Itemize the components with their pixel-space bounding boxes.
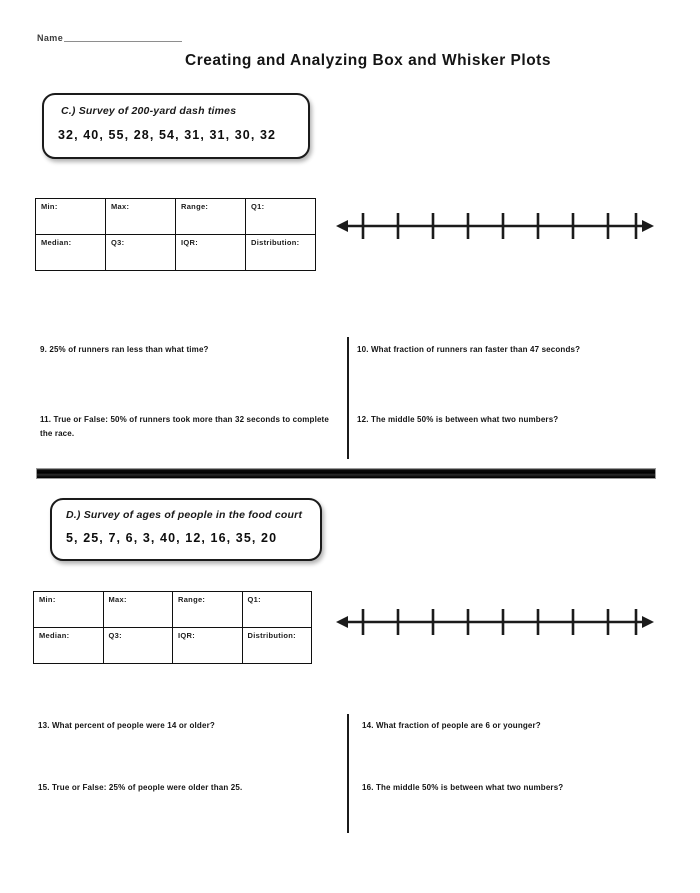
data-callout-c (42, 93, 310, 159)
cell-iqr[interactable]: IQR: (173, 628, 243, 664)
question-10-number: 10. (357, 345, 371, 354)
question-11-text: True or False: 50% of runners took more than 32 seconds to complete the race. (40, 415, 329, 438)
section-separator-bar (36, 468, 656, 479)
cell-median[interactable]: Median: (34, 628, 104, 664)
question-15 (38, 781, 338, 795)
name-blank-line[interactable] (64, 41, 182, 42)
question-column-divider-top (347, 337, 349, 459)
name-label: Name (37, 33, 64, 43)
question-13-text: What percent of people were 14 or older? (51, 721, 215, 730)
callout-values-d: 5, 25, 7, 6, 3, 40, 12, 16, 35, 20 (66, 531, 278, 545)
table-row (34, 592, 312, 628)
question-9 (40, 343, 325, 357)
name-field-row (37, 34, 182, 43)
cell-max[interactable]: Max: (103, 592, 173, 628)
cell-q3[interactable]: Q3: (106, 235, 176, 271)
number-line-svg (336, 204, 654, 248)
cell-q3[interactable]: Q3: (103, 628, 173, 664)
arrow-right-icon (642, 220, 654, 232)
question-11-number: 11. (40, 415, 54, 424)
question-16-number: 16. (362, 783, 376, 792)
question-14-number: 14. (362, 721, 376, 730)
question-16-text: The middle 50% is between what two numbers? (375, 783, 564, 792)
cell-range[interactable]: Range: (173, 592, 243, 628)
question-10 (357, 343, 657, 357)
cell-q1[interactable]: Q1: (246, 199, 316, 235)
table-row (36, 235, 316, 271)
cell-range[interactable]: Range: (176, 199, 246, 235)
number-line-d[interactable] (336, 600, 654, 649)
stats-table-d (33, 591, 312, 664)
callout-heading-c: C.) Survey of 200-yard dash times (61, 105, 237, 117)
cell-max[interactable]: Max: (106, 199, 176, 235)
question-10-text: What fraction of runners ran faster than 47 seconds? (370, 345, 581, 354)
callout-values-c: 32, 40, 55, 28, 54, 31, 31, 30, 32 (58, 128, 277, 142)
question-14-text: What fraction of people are 6 or younger? (375, 721, 541, 730)
number-line-c[interactable] (336, 204, 654, 253)
question-12-text: The middle 50% is between what two numbers? (370, 415, 559, 424)
question-15-number: 15. (38, 783, 52, 792)
question-15-text: True or False: 25% of people were older than 25. (51, 783, 243, 792)
question-14 (362, 719, 662, 733)
question-11 (40, 413, 330, 441)
question-12-number: 12. (357, 415, 371, 424)
question-9-number: 9. (40, 345, 50, 354)
data-callout-d (50, 498, 322, 561)
stats-table-c (35, 198, 316, 271)
cell-median[interactable]: Median: (36, 235, 106, 271)
question-12 (357, 413, 657, 427)
question-13-number: 13. (38, 721, 52, 730)
table-row (36, 199, 316, 235)
cell-distribution[interactable]: Distribution: (242, 628, 312, 664)
question-13 (38, 719, 328, 733)
question-16 (362, 781, 662, 795)
cell-min[interactable]: Min: (36, 199, 106, 235)
question-9-text: 25% of runners ran less than what time? (49, 345, 209, 354)
arrow-left-icon (336, 616, 348, 628)
cell-distribution[interactable]: Distribution: (246, 235, 316, 271)
cell-q1[interactable]: Q1: (242, 592, 312, 628)
arrow-left-icon (336, 220, 348, 232)
table-row (34, 628, 312, 664)
cell-iqr[interactable]: IQR: (176, 235, 246, 271)
question-column-divider-bottom (347, 714, 349, 833)
number-line-svg (336, 600, 654, 644)
arrow-right-icon (642, 616, 654, 628)
page-title: Creating and Analyzing Box and Whisker Plots (185, 52, 551, 69)
callout-heading-d: D.) Survey of ages of people in the food court (66, 509, 303, 521)
cell-min[interactable]: Min: (34, 592, 104, 628)
